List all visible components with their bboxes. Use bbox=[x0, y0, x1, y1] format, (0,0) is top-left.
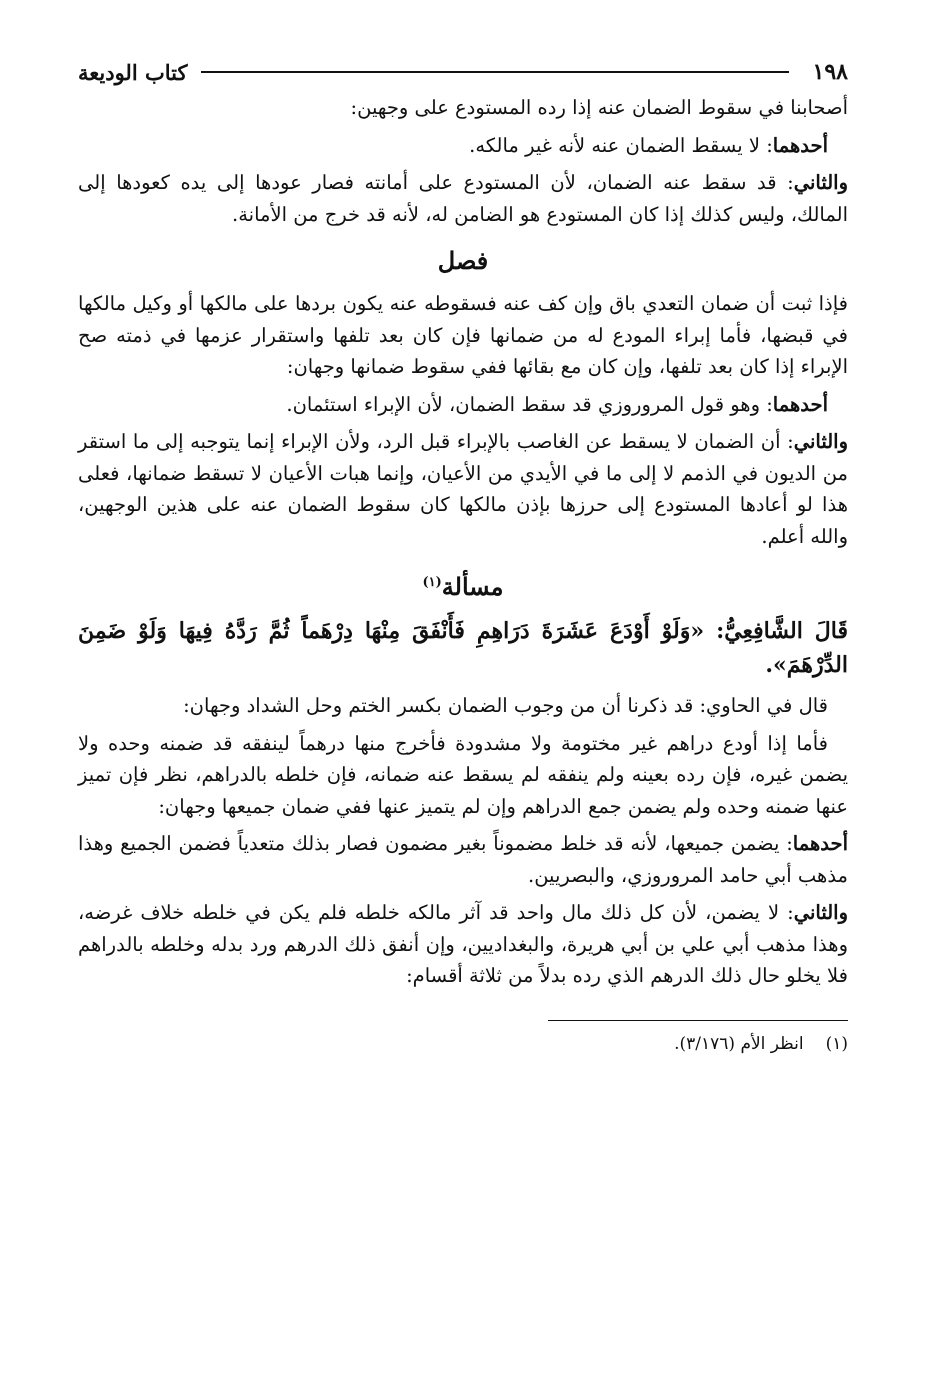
paragraph-text: : يضمن جميعها، لأنه قد خلط مضموناً بغير مضمون فصار بذلك متعدياً فضمن الجميع وهذا مذهب أبي حامد المروروزي، والبصريين. bbox=[78, 832, 848, 887]
book-title: كتاب الوديعة bbox=[78, 59, 188, 85]
footnote-rule bbox=[548, 1020, 848, 1021]
page-number: ١٩٨ bbox=[812, 59, 848, 85]
paragraph-first-opinion bbox=[78, 828, 848, 891]
paragraph-first-opinion bbox=[78, 389, 848, 421]
lead-word: أحدهما bbox=[792, 832, 848, 855]
shafii-quote bbox=[78, 614, 848, 682]
footnote bbox=[78, 1031, 848, 1057]
masala-title: مسألة bbox=[441, 572, 504, 601]
paragraph-text: : أن الضمان لا يسقط عن الغاصب بالإبراء قبل الرد، ولأن الإبراء إنما يتوجبه إلى ما استقر من الديون في الذمم لا إلى ما في الأيدي من الأعيان، وإنما هبات الأعيان لا تسقط ضمانها، فعلى هذا لو أعادها المستودع إلى حرزها بإذن مالكها كان سقوط الضمان عنه على هذين الوجهين، والله أعلم. bbox=[78, 430, 848, 548]
paragraph-text: : وهو قول المروروزي قد سقط الضمان، لأن الإبراء استئمان. bbox=[286, 392, 773, 416]
lead-word: والثاني bbox=[793, 171, 848, 194]
footnote-reference: (١) bbox=[422, 575, 442, 590]
paragraph-1: أصحابنا في سقوط الضمان عنه إذا رده المستودع على وجهين: bbox=[350, 96, 848, 119]
document-page bbox=[78, 52, 848, 1057]
lead-word: أحدهما bbox=[772, 392, 828, 416]
paragraph-second-opinion bbox=[78, 167, 848, 230]
paragraph-second-opinion bbox=[78, 426, 848, 552]
lead-word: أحدهما bbox=[772, 133, 828, 157]
paragraph-fasl: فإذا ثبت أن ضمان التعدي باق وإن كف عنه فسقوطه عنه يكون بردها على مالكها أو وكيل مالكها في قبضها، فأما إبراء المودع له من ضمانها فإن كان بعد تلفها واستقرار عزمها في ذمته صح الإبراء إذا كان بعد تلفها، وإن كان مع بقائها ففي سقوط ضمانها وجهان: bbox=[78, 292, 848, 378]
header-rule bbox=[201, 71, 788, 73]
section-heading-fasl: فصل bbox=[437, 246, 489, 275]
lead-word: والثاني bbox=[793, 901, 848, 924]
footnote-number: (١) bbox=[825, 1033, 848, 1054]
paragraph-hawi: قال في الحاوي: قد ذكرنا أن من وجوب الضمان بكسر الختم وحل الشداد وجهان: bbox=[183, 694, 828, 717]
quote-speaker: قَالَ الشَّافِعِيُّ: bbox=[716, 618, 848, 644]
footnote-text: انظر الأم (٣/١٧٦). bbox=[674, 1033, 804, 1054]
paragraph-text: : لا يسقط الضمان عنه لأنه غير مالكه. bbox=[469, 133, 773, 157]
quote-text: «وَلَوْ أَوْدَعَ عَشَرَةَ دَرَاهِمِ فَأَنْفَقَ مِنْهَا دِرْهَماً ثُمَّ رَدَّهُ فِيهَا وَلَوْ ضَمِنَ الدِّرْهَمَ». bbox=[78, 618, 848, 678]
page-header bbox=[78, 52, 848, 92]
paragraph-first-opinion bbox=[78, 130, 848, 162]
paragraph-text: : قد سقط عنه الضمان، لأن المستودع على أمانته فصار عودها إلى يده كعودها إلى المالك، وليس كذلك إذا كان المستودع هو الضامن له، لأنه قد خرج من الأمانة. bbox=[78, 171, 848, 226]
paragraph-text: : لا يضمن، لأن كل ذلك مال واحد قد آثر مالكه خلطه فلم يكن في خلطه خلاف غرضه، وهذا مذهب أبي علي بن أبي هريرة، والبغداديين، وإن أنفق ذلك الدرهم ورد بدله وخلطه بالدراهم فلا يخلو حال ذلك الدرهم الذي رده بدلاً من ثلاثة أقسام: bbox=[78, 901, 848, 987]
section-heading-masala bbox=[78, 566, 848, 604]
paragraph-second-opinion bbox=[78, 897, 848, 992]
lead-word: والثاني bbox=[793, 430, 848, 453]
paragraph-dirham: فأما إذا أودع دراهم غير مختومة ولا مشدودة فأخرج منها درهماً لينفقه قد ضمنه وحده ولا يضمن غيره، فإن رده بعينه ولم ينفقه لم يسقط عنه ضمانه، فإن خلطه بالدراهم، نظر فإن تميز عنها ضمنه وحده ولم يضمن جمع الدراهم وإن لم يتميز عنها ففي ضمان جميعها وجهان: bbox=[78, 731, 848, 818]
